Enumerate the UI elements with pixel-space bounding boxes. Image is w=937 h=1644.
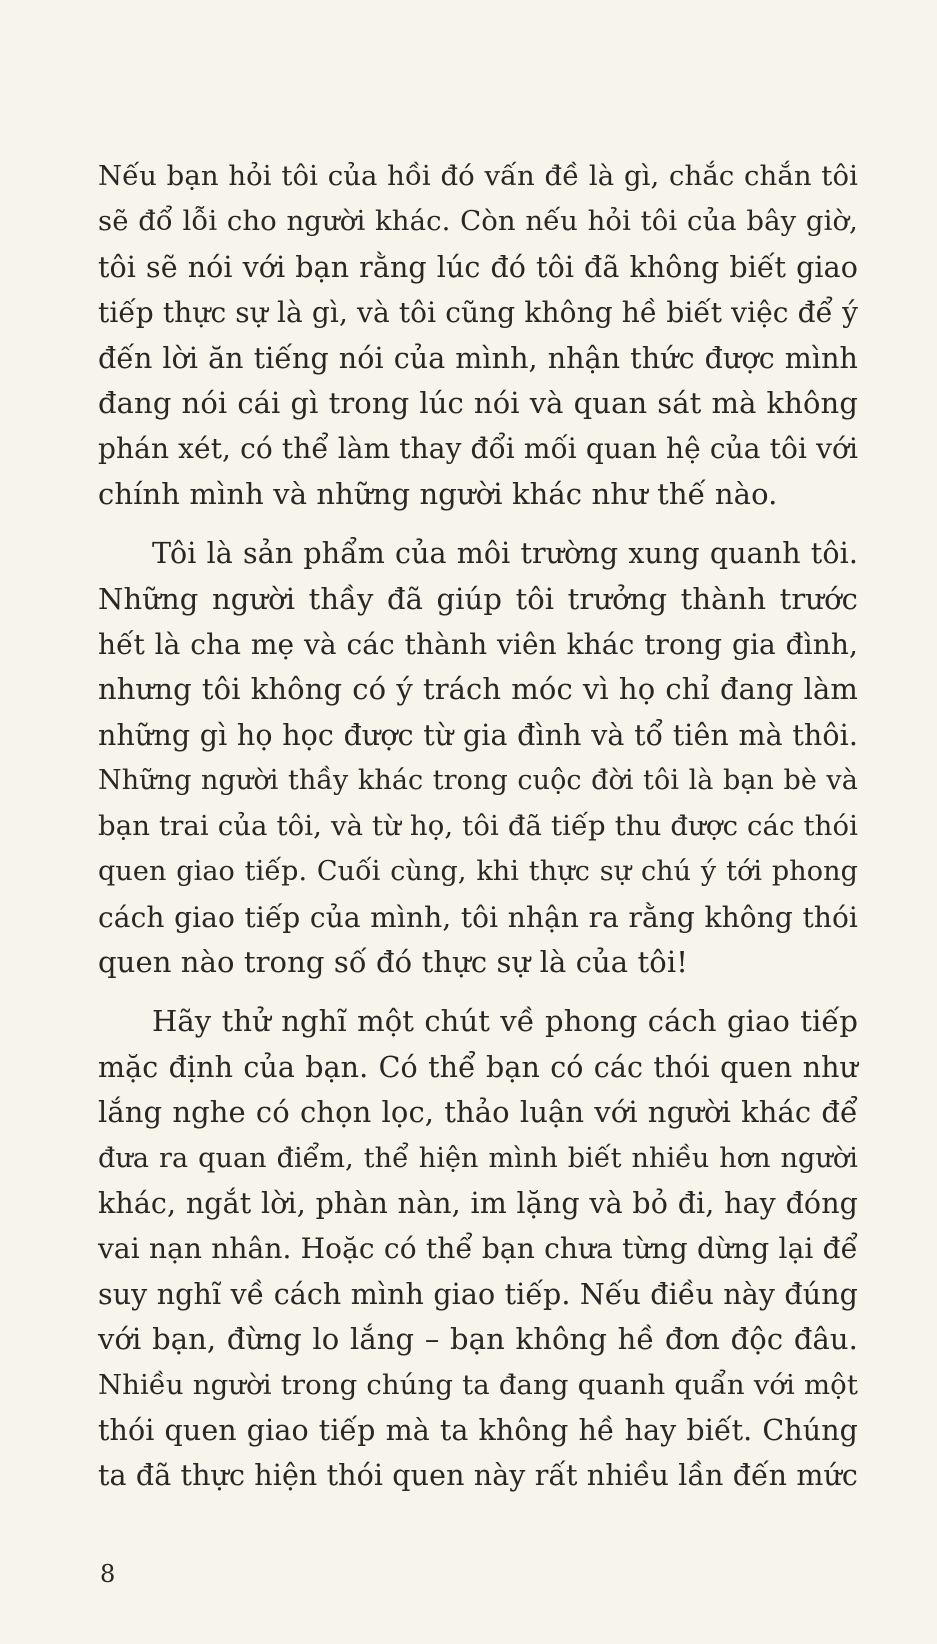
text-line: suy nghĩ về cách mình giao tiếp. Nếu điều này đúng: [98, 1277, 858, 1311]
text-line: khác, ngắt lời, phàn nàn, im lặng và bỏ đi, hay đóng: [98, 1186, 858, 1220]
text-line: những gì họ học được từ gia đình và tổ tiên mà thôi.: [98, 718, 858, 752]
text-line: thói quen giao tiếp mà ta không hề hay biết. Chúng: [98, 1413, 858, 1447]
text-line: Nếu bạn hỏi tôi của hồi đó vấn đề là gì, chắc chắn tôi: [98, 160, 858, 192]
text-line: hết là cha mẹ và các thành viên khác trong gia đình,: [98, 628, 858, 662]
text-line: Nhiều người trong chúng ta đang quanh quẩn với một: [98, 1368, 858, 1401]
body-text: [98, 154, 858, 1499]
text-line: chính mình và những người khác như thế nào.: [98, 476, 778, 511]
text-line: mặc định của bạn. Có thể bạn có các thói quen như: [98, 1050, 858, 1084]
text-line: quen giao tiếp. Cuối cùng, khi thực sự chú ý tới phong: [98, 856, 858, 888]
text-line: quen nào trong số đó thực sự là của tôi!: [98, 944, 688, 979]
text-line: Những người thầy khác trong cuộc đời tôi là bạn bè và: [98, 765, 858, 797]
paragraph-1: [98, 154, 858, 517]
text-line: đang nói cái gì trong lúc nói và quan sát mà không: [98, 386, 858, 421]
text-line: tôi sẽ nói với bạn rằng lúc đó tôi đã không biết giao: [98, 250, 858, 284]
text-line: phán xét, có thể làm thay đổi mối quan hệ của tôi với: [98, 432, 858, 466]
text-line: vai nạn nhân. Hoặc có thể bạn chưa từng dừng lại để: [98, 1232, 858, 1266]
text-line: sẽ đổ lỗi cho người khác. Còn nếu hỏi tôi của bây giờ,: [98, 205, 858, 238]
paragraph-2: [98, 531, 858, 985]
text-line: đến lời ăn tiếng nói của mình, nhận thức được mình: [98, 341, 858, 375]
text-line: với bạn, đừng lo lắng – bạn không hề đơn độc đâu.: [98, 1322, 858, 1357]
text-line: Tôi là sản phẩm của môi trường xung quanh tôi.: [152, 537, 858, 571]
text-line: lắng nghe có chọn lọc, thảo luận với người khác để: [98, 1095, 858, 1130]
text-line: nhưng tôi không có ý trách móc vì họ chỉ đang làm: [98, 672, 858, 707]
paragraph-3: [98, 999, 858, 1498]
page-number: 8: [100, 1560, 116, 1588]
text-line: bạn trai của tôi, và từ họ, tôi đã tiếp thu được các thói: [98, 809, 858, 842]
text-line: ta đã thực hiện thói quen này rất nhiều lần đến mức: [98, 1459, 858, 1493]
text-line: đưa ra quan điểm, thể hiện mình biết nhiều hơn người: [98, 1142, 858, 1174]
text-line: tiếp thực sự là gì, và tôi cũng không hề biết việc để ý: [98, 296, 858, 330]
text-line: Những người thầy đã giúp tôi trưởng thành trước: [98, 581, 858, 616]
text-line: Hãy thử nghĩ một chút về phong cách giao tiếp: [152, 1004, 858, 1039]
text-line: cách giao tiếp của mình, tôi nhận ra rằng không thói: [98, 900, 858, 934]
